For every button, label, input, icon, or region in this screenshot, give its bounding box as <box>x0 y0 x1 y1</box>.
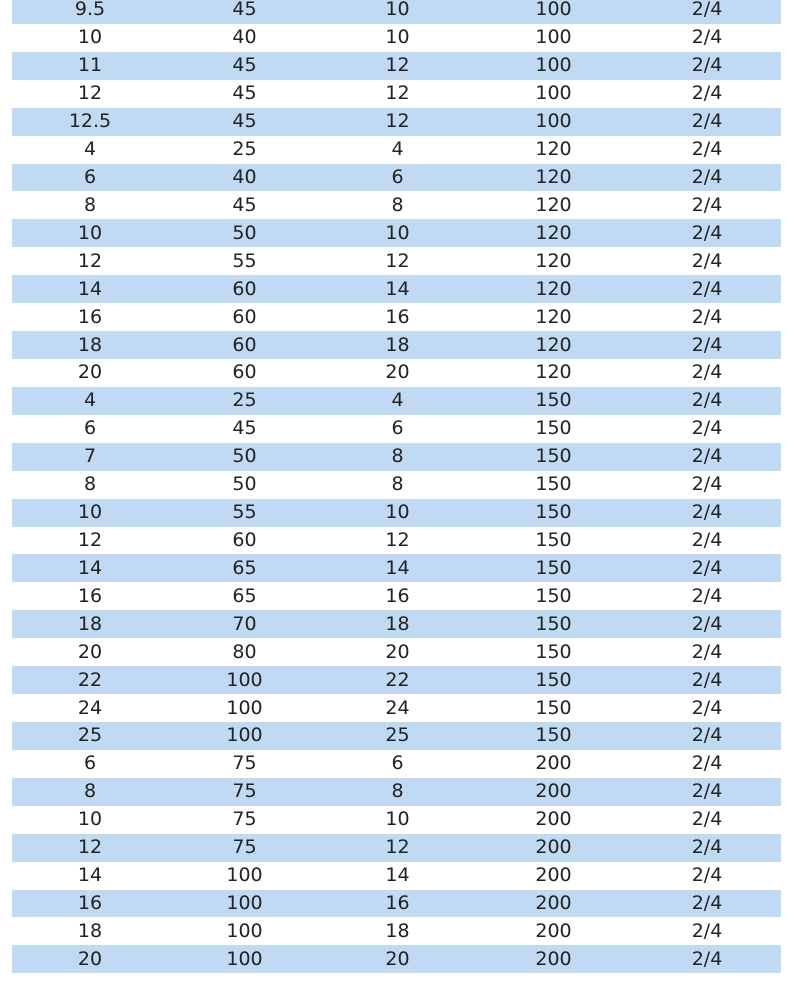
table-cell: 100 <box>226 919 263 942</box>
table-row <box>12 666 781 694</box>
table-cell: 150 <box>535 556 572 579</box>
table-cell: 70 <box>232 612 257 635</box>
table-cell: 2/4 <box>691 528 723 551</box>
table-row <box>12 303 781 331</box>
table-cell: 2/4 <box>691 584 723 607</box>
table-cell: 50 <box>232 445 257 468</box>
table-cell: 200 <box>535 836 572 859</box>
table-cell: 10 <box>385 501 410 524</box>
table-cell: 2/4 <box>691 54 723 77</box>
table-cell: 4 <box>391 138 404 161</box>
table-cell: 2/4 <box>691 361 723 384</box>
table-cell: 2/4 <box>691 193 723 216</box>
table-cell: 65 <box>232 584 257 607</box>
table-row <box>12 778 781 806</box>
table-cell: 150 <box>535 724 572 747</box>
table-cell: 24 <box>77 696 103 719</box>
table-row <box>12 471 781 499</box>
table-cell: 2/4 <box>691 836 723 859</box>
table-cell: 18 <box>385 612 410 635</box>
table-cell: 6 <box>83 417 97 440</box>
table-cell: 22 <box>77 668 103 691</box>
table-cell: 50 <box>232 221 257 244</box>
table-cell: 150 <box>535 445 572 468</box>
spec-table <box>12 0 781 973</box>
table-cell: 6 <box>391 165 404 188</box>
table-cell: 2/4 <box>691 110 723 133</box>
table-row <box>12 247 781 275</box>
table-row <box>12 499 781 527</box>
table-cell: 6 <box>391 417 404 440</box>
table-row <box>12 945 781 973</box>
table-cell: 2/4 <box>691 277 723 300</box>
table-cell: 2/4 <box>691 919 723 942</box>
table-cell: 10 <box>77 26 103 49</box>
table-cell: 2/4 <box>691 752 723 775</box>
table-cell: 10 <box>385 26 410 49</box>
table-cell: 100 <box>226 891 263 914</box>
table-cell: 4 <box>83 389 97 412</box>
table-cell: 75 <box>232 780 257 803</box>
table-row <box>12 359 781 387</box>
table-cell: 2/4 <box>691 333 723 356</box>
table-cell: 12 <box>77 836 103 859</box>
table-cell: 20 <box>385 640 410 663</box>
table-cell: 14 <box>385 864 410 887</box>
table-cell: 45 <box>232 417 257 440</box>
table-cell: 2/4 <box>691 417 723 440</box>
table-cell: 60 <box>232 333 257 356</box>
table-cell: 12 <box>385 836 410 859</box>
table-row <box>12 638 781 666</box>
table-cell: 150 <box>535 501 572 524</box>
table-cell: 150 <box>535 696 572 719</box>
table-cell: 2/4 <box>691 165 723 188</box>
table-cell: 2/4 <box>691 668 723 691</box>
table-cell: 10 <box>77 221 103 244</box>
table-cell: 2/4 <box>691 864 723 887</box>
table-cell: 8 <box>391 473 404 496</box>
table-row <box>12 694 781 722</box>
table-cell: 14 <box>77 556 103 579</box>
table-row <box>12 862 781 890</box>
table-cell: 45 <box>232 82 257 105</box>
table-cell: 10 <box>77 501 103 524</box>
table-row <box>12 750 781 778</box>
table-cell: 2/4 <box>691 891 723 914</box>
table-cell: 2/4 <box>691 0 723 21</box>
table-cell: 16 <box>385 584 410 607</box>
table-cell: 10 <box>385 221 410 244</box>
table-cell: 18 <box>77 333 103 356</box>
table-cell: 150 <box>535 612 572 635</box>
table-cell: 2/4 <box>691 501 723 524</box>
table-cell: 100 <box>535 82 572 105</box>
table-cell: 10 <box>385 808 410 831</box>
table-cell: 40 <box>232 165 257 188</box>
table-cell: 75 <box>232 836 257 859</box>
table-cell: 12 <box>385 82 410 105</box>
table-row <box>12 80 781 108</box>
table-cell: 65 <box>232 556 257 579</box>
table-cell: 12 <box>385 528 410 551</box>
table-cell: 100 <box>535 0 572 21</box>
table-row <box>12 527 781 555</box>
table-cell: 2/4 <box>691 556 723 579</box>
table-cell: 16 <box>77 584 103 607</box>
table-row <box>12 191 781 219</box>
table-cell: 200 <box>535 919 572 942</box>
table-cell: 120 <box>535 221 572 244</box>
table-cell: 120 <box>535 277 572 300</box>
table-cell: 50 <box>232 473 257 496</box>
table-cell: 12.5 <box>68 110 112 133</box>
table-cell: 100 <box>535 110 572 133</box>
table-cell: 40 <box>232 26 257 49</box>
table-cell: 2/4 <box>691 473 723 496</box>
table-cell: 2/4 <box>691 696 723 719</box>
table-row <box>12 164 781 192</box>
table-cell: 12 <box>77 249 103 272</box>
table-cell: 45 <box>232 0 257 21</box>
table-cell: 18 <box>385 333 410 356</box>
table-cell: 45 <box>232 54 257 77</box>
table-cell: 100 <box>535 54 572 77</box>
table-row <box>12 331 781 359</box>
table-row <box>12 415 781 443</box>
table-cell: 200 <box>535 891 572 914</box>
table-row <box>12 610 781 638</box>
table-cell: 2/4 <box>691 640 723 663</box>
table-cell: 25 <box>232 138 257 161</box>
table-cell: 100 <box>226 724 263 747</box>
table-cell: 200 <box>535 780 572 803</box>
table-cell: 2/4 <box>691 389 723 412</box>
table-cell: 6 <box>83 752 97 775</box>
table-cell: 24 <box>385 696 410 719</box>
table-cell: 60 <box>232 528 257 551</box>
table-cell: 100 <box>226 668 263 691</box>
table-cell: 150 <box>535 584 572 607</box>
table-cell: 200 <box>535 752 572 775</box>
table-cell: 120 <box>535 305 572 328</box>
table-row <box>12 275 781 303</box>
table-row <box>12 136 781 164</box>
table-cell: 7 <box>83 445 97 468</box>
table-cell: 120 <box>535 361 572 384</box>
table-cell: 200 <box>535 947 572 970</box>
table-cell: 200 <box>535 808 572 831</box>
table-cell: 6 <box>391 752 404 775</box>
table-cell: 20 <box>77 361 103 384</box>
table-cell: 16 <box>77 305 103 328</box>
table-cell: 100 <box>226 947 263 970</box>
table-cell: 12 <box>385 110 410 133</box>
table-row <box>12 890 781 918</box>
table-cell: 60 <box>232 305 257 328</box>
table-cell: 45 <box>232 193 257 216</box>
table-cell: 9.5 <box>74 0 106 21</box>
table-cell: 18 <box>77 919 103 942</box>
table-cell: 120 <box>535 333 572 356</box>
table-cell: 6 <box>83 165 97 188</box>
table-cell: 22 <box>385 668 410 691</box>
table-row <box>12 806 781 834</box>
table-row <box>12 443 781 471</box>
table-cell: 14 <box>385 556 410 579</box>
table-cell: 100 <box>535 26 572 49</box>
table-cell: 2/4 <box>691 26 723 49</box>
table-row <box>12 387 781 415</box>
table-cell: 2/4 <box>691 947 723 970</box>
table-cell: 75 <box>232 752 257 775</box>
table-cell: 14 <box>385 277 410 300</box>
table-cell: 60 <box>232 361 257 384</box>
table-cell: 100 <box>226 696 263 719</box>
table-cell: 200 <box>535 864 572 887</box>
table-cell: 80 <box>232 640 257 663</box>
table-cell: 10 <box>77 808 103 831</box>
table-cell: 20 <box>385 361 410 384</box>
table-cell: 150 <box>535 389 572 412</box>
table-cell: 150 <box>535 528 572 551</box>
table-cell: 60 <box>232 277 257 300</box>
table-cell: 100 <box>226 864 263 887</box>
table-cell: 75 <box>232 808 257 831</box>
table-cell: 20 <box>77 947 103 970</box>
table-row <box>12 52 781 80</box>
table-cell: 25 <box>385 724 410 747</box>
table-cell: 120 <box>535 138 572 161</box>
table-row <box>12 554 781 582</box>
table-cell: 25 <box>77 724 103 747</box>
table-cell: 16 <box>385 305 410 328</box>
table-cell: 2/4 <box>691 445 723 468</box>
table-cell: 150 <box>535 668 572 691</box>
table-cell: 8 <box>83 193 97 216</box>
table-cell: 2/4 <box>691 808 723 831</box>
table-cell: 11 <box>77 54 103 77</box>
table-row <box>12 582 781 610</box>
table-cell: 55 <box>232 249 257 272</box>
table-cell: 20 <box>77 640 103 663</box>
table-cell: 55 <box>232 501 257 524</box>
table-cell: 18 <box>77 612 103 635</box>
table-cell: 20 <box>385 947 410 970</box>
table-cell: 8 <box>391 780 404 803</box>
table-cell: 12 <box>385 54 410 77</box>
table-cell: 2/4 <box>691 249 723 272</box>
table-cell: 10 <box>385 0 410 21</box>
table-cell: 120 <box>535 193 572 216</box>
table-cell: 8 <box>391 445 404 468</box>
table-cell: 14 <box>77 864 103 887</box>
table-cell: 150 <box>535 417 572 440</box>
table-cell: 2/4 <box>691 221 723 244</box>
table-cell: 25 <box>232 389 257 412</box>
table-row <box>12 219 781 247</box>
table-cell: 2/4 <box>691 82 723 105</box>
table-cell: 8 <box>391 193 404 216</box>
table-cell: 12 <box>77 82 103 105</box>
table-row <box>12 108 781 136</box>
table-cell: 12 <box>77 528 103 551</box>
table-cell: 4 <box>391 389 404 412</box>
table-cell: 16 <box>77 891 103 914</box>
table-cell: 2/4 <box>691 138 723 161</box>
table-cell: 2/4 <box>691 612 723 635</box>
table-cell: 45 <box>232 110 257 133</box>
table-cell: 120 <box>535 165 572 188</box>
table-cell: 16 <box>385 891 410 914</box>
table-row <box>12 24 781 52</box>
table-cell: 2/4 <box>691 780 723 803</box>
table-cell: 150 <box>535 640 572 663</box>
table-row <box>12 722 781 750</box>
table-row <box>12 0 781 24</box>
table-cell: 8 <box>83 780 97 803</box>
table-cell: 18 <box>385 919 410 942</box>
table-cell: 12 <box>385 249 410 272</box>
table-cell: 8 <box>83 473 97 496</box>
table-row <box>12 917 781 945</box>
table-cell: 2/4 <box>691 724 723 747</box>
table-cell: 120 <box>535 249 572 272</box>
table-cell: 150 <box>535 473 572 496</box>
table-cell: 4 <box>83 138 97 161</box>
table-cell: 2/4 <box>691 305 723 328</box>
table-row <box>12 834 781 862</box>
table-cell: 14 <box>77 277 103 300</box>
